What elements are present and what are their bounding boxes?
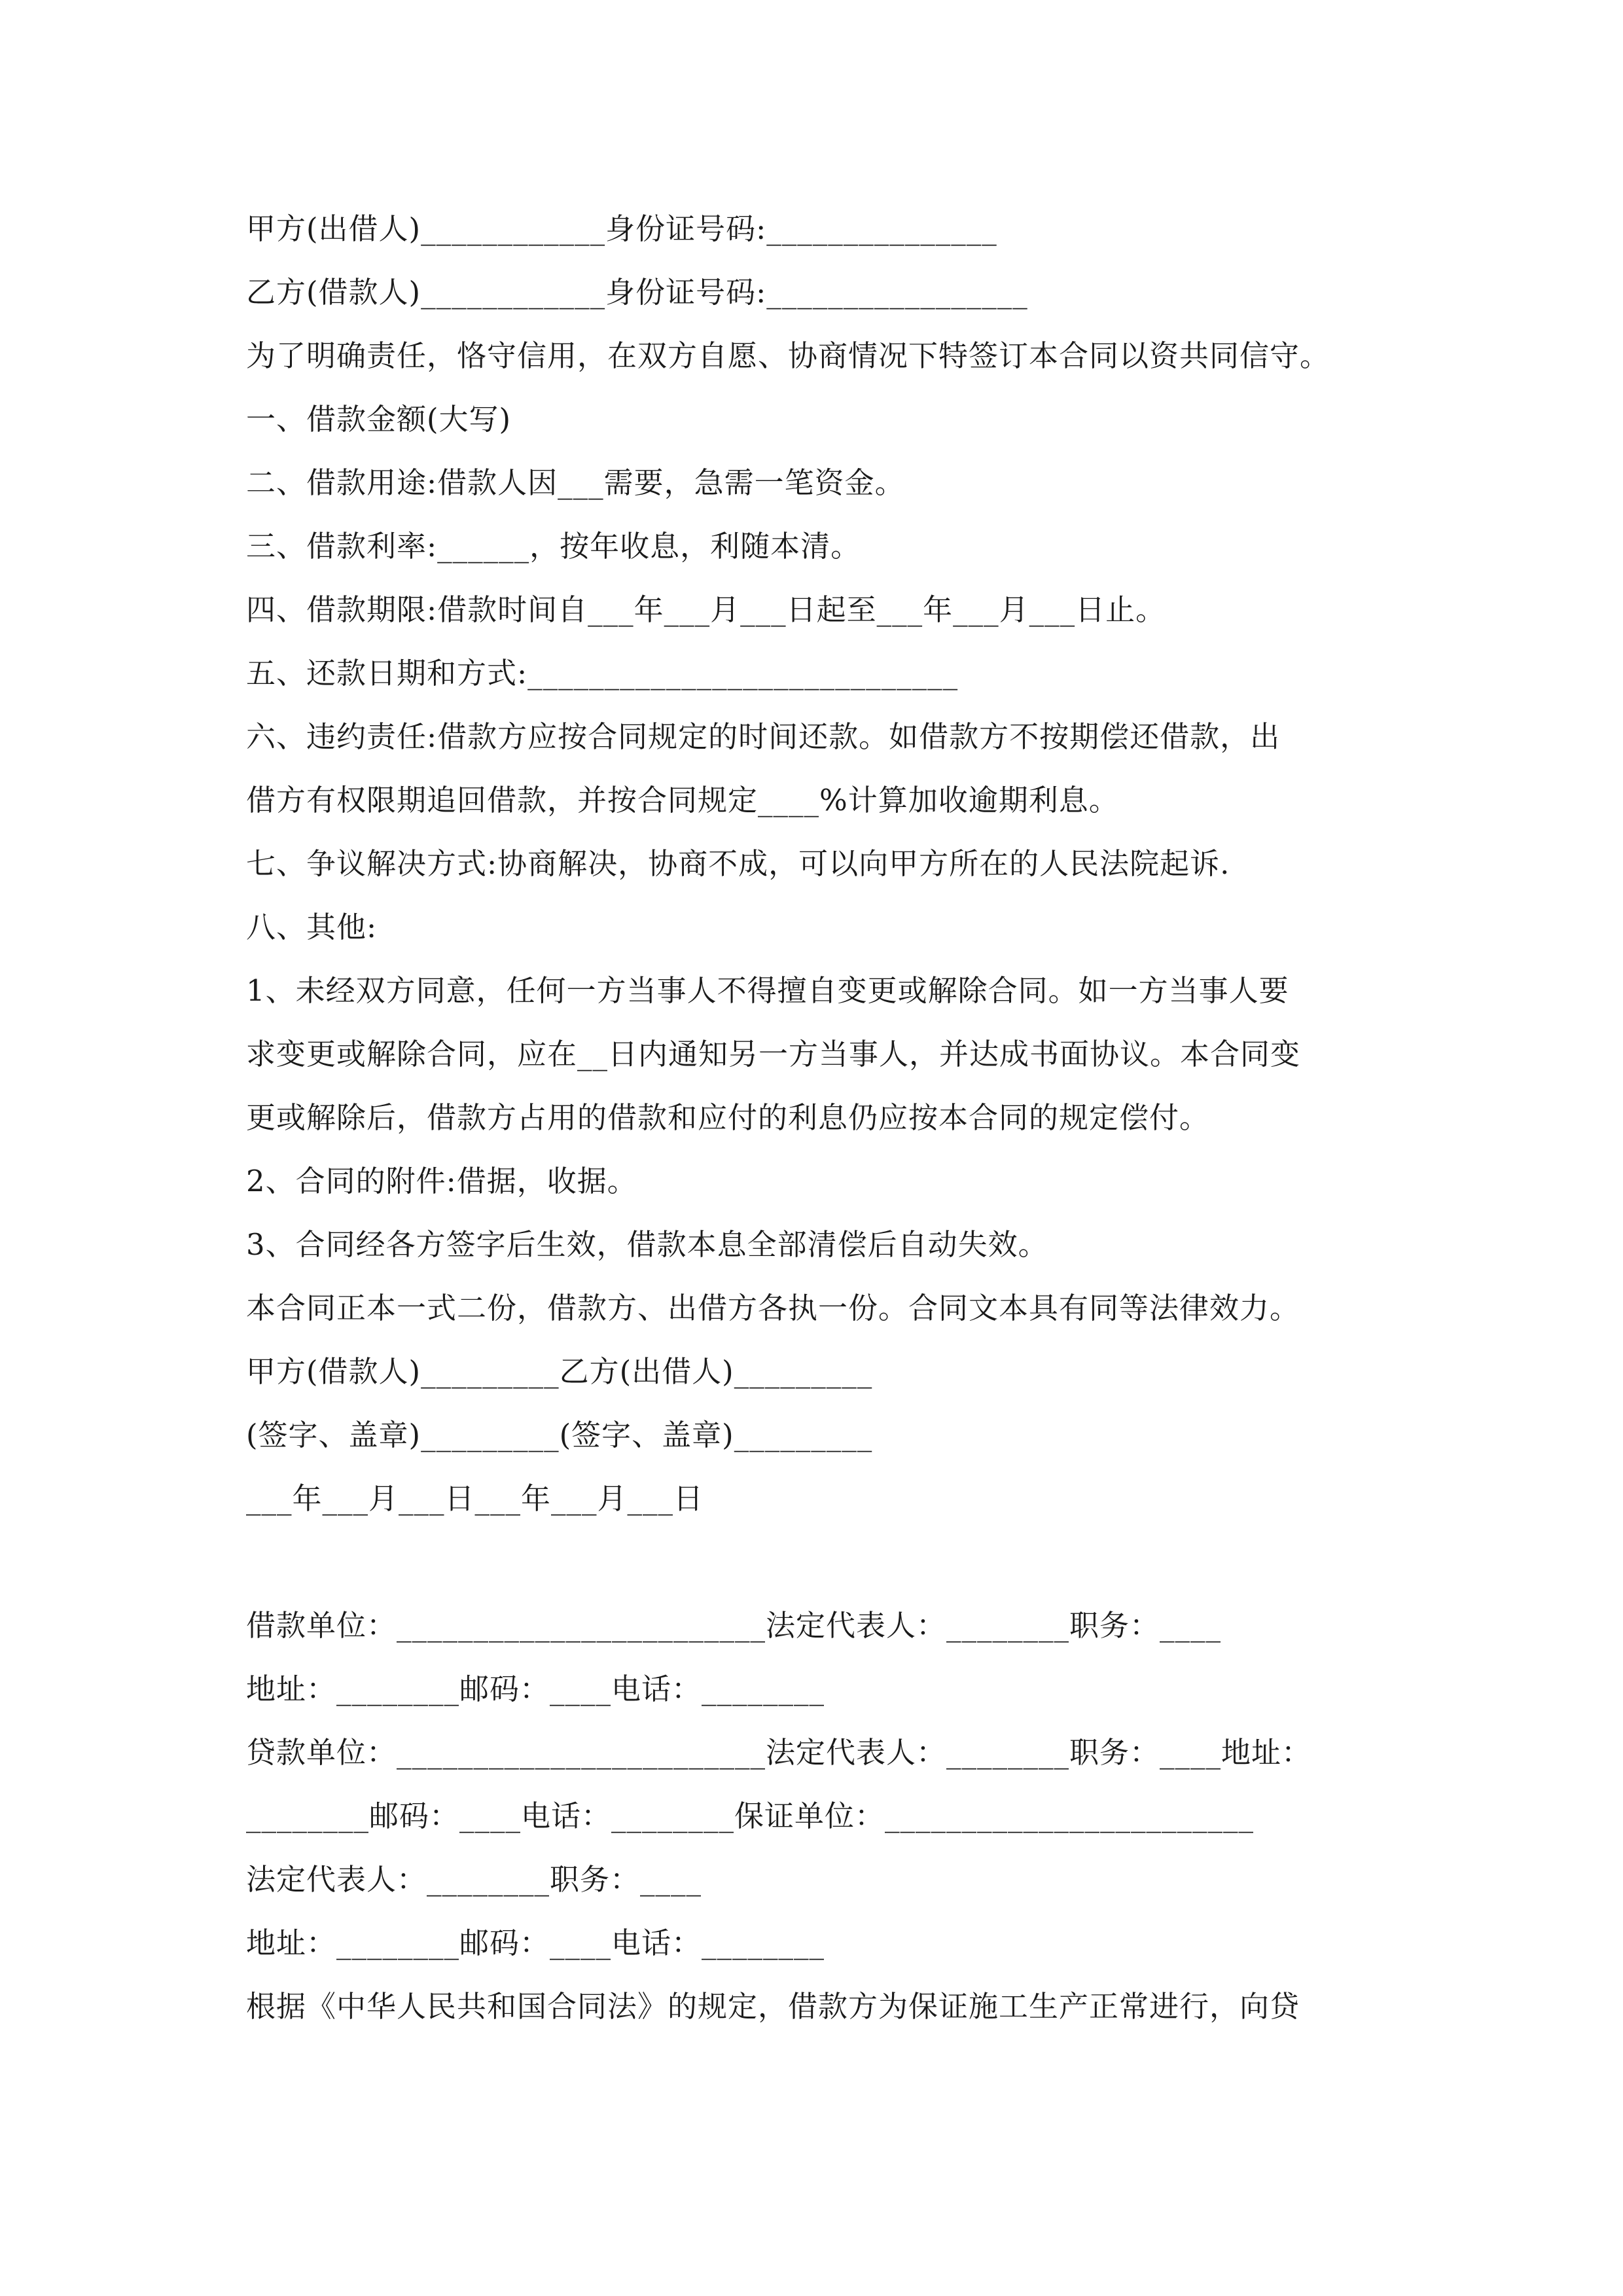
- borrower-unit-line: 借款单位：________________________法定代表人：________职务：____: [246, 1608, 1222, 1643]
- contract-law-basis-line: 根据《中华人民共和国合同法》的规定，借款方为保证施工生产正常进行，向贷: [246, 1989, 1300, 2024]
- clause-7-dispute: 七、争议解决方式:协商解决，协商不成，可以向甲方所在的人民法院起诉.: [246, 846, 1230, 881]
- other-item-1: 1、未经双方同意，任何一方当事人不得擅自变更或解除合同。如一方当事人要: [246, 973, 1289, 1008]
- clause-4-term: 四、借款期限:借款时间自___年___月___日起至___年___月___日止。: [246, 592, 1166, 627]
- party-b-line: 乙方(借款人)____________身份证号码:_________________: [246, 275, 1028, 310]
- clause-1-amount: 一、借款金额(大写): [246, 402, 512, 437]
- clause-3-rate: 三、借款利率:______，按年收息，利随本清。: [246, 529, 861, 564]
- other-item-1-cont: 求变更或解除合同，应在__日内通知另一方当事人，并达成书面协议。本合同变: [246, 1037, 1301, 1071]
- clause-8-other: 八、其他:: [246, 910, 378, 944]
- other-item-3: 3、合同经各方签字后生效，借款本息全部清偿后自动失效。: [246, 1227, 1048, 1262]
- clause-5-repayment: 五、还款日期和方式:____________________________: [246, 656, 959, 691]
- borrower-address-line: 地址：________邮码：____电话：________: [246, 1672, 825, 1706]
- signature-seal-line: (签字、盖章)_________(签字、盖章)_________: [246, 1418, 873, 1452]
- signature-parties-line: 甲方(借款人)_________乙方(出借人)_________: [246, 1354, 873, 1389]
- clause-2-purpose: 二、借款用途:借款人因___需要，急需一笔资金。: [246, 465, 905, 500]
- party-a-line: 甲方(出借人)____________身份证号码:_______________: [246, 211, 997, 246]
- guarantor-address-line: 地址：________邮码：____电话：________: [246, 1926, 825, 1960]
- clause-6-liability: 六、违约责任:借款方应按合同规定的时间还款。如借款方不按期偿还借款，出: [246, 719, 1281, 754]
- lender-address-guarantor-line: ________邮码：____电话：________保证单位：________________________: [246, 1799, 1255, 1833]
- lender-unit-line: 贷款单位：________________________法定代表人：________职务：____地址：: [246, 1735, 1312, 1770]
- other-item-2: 2、合同的附件:借据，收据。: [246, 1164, 637, 1198]
- copies-line: 本合同正本一式二份，借款方、出借方各执一份。合同文本具有同等法律效力。: [246, 1291, 1300, 1325]
- preamble-line: 为了明确责任，恪守信用，在双方自愿、协商情况下特签订本合同以资共同信守。: [246, 338, 1330, 373]
- signature-date-line: ___年___月___日___年___月___日: [246, 1481, 704, 1516]
- other-item-1-cont-2: 更或解除后，借款方占用的借款和应付的利息仍应按本合同的规定偿付。: [246, 1100, 1210, 1135]
- guarantor-representative-line: 法定代表人：________职务：____: [246, 1862, 702, 1897]
- clause-6-liability-cont: 借方有权限期追回借款，并按合同规定____%计算加收逾期利息。: [246, 783, 1119, 817]
